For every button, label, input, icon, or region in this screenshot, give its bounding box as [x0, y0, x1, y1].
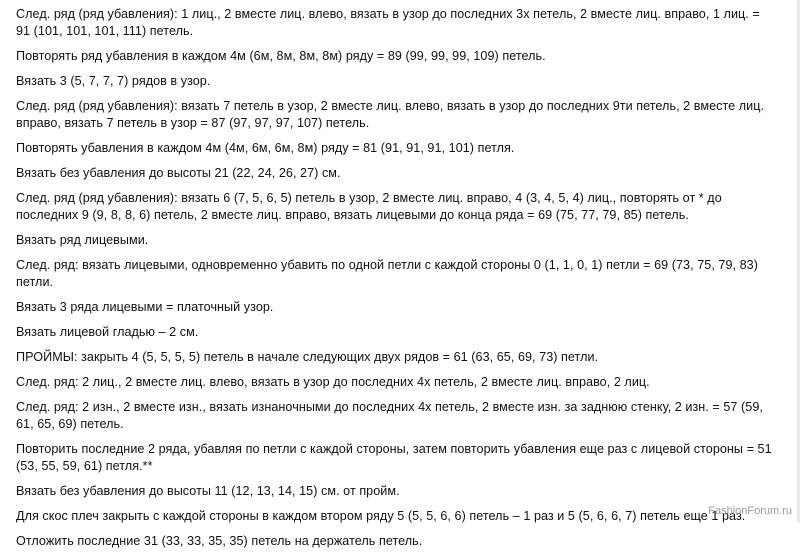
paragraph-7: След. ряд (ряд убавления): вязать 6 (7, 5, 6, 5) петель в узор, 2 вместе лиц. вправо, 4 (3, 4, 5, 4) лиц., повторять от * до последних 9 (9, 8, 8, 6) петель, 2 вместе лиц. вправо, вязать лицевыми до конца ряда = 69 (75, 77, 79, 85) петель. — [16, 191, 722, 222]
paragraph-13: След. ряд: 2 лиц., 2 вместе лиц. влево, вязать в узор до последних 4х петель, 2 вместе лиц. вправо, 2 лиц. — [16, 375, 650, 389]
paragraph-14: След. ряд: 2 изн., 2 вместе изн., вязать изнаночными до последних 4х петель, 2 вместе изн. за заднюю стенку, 2 изн. = 57 (59, 61, 65, 69) петель. — [16, 400, 763, 431]
paragraph-18: Отложить последние 31 (33, 33, 35, 35) петель на держатель петель. — [16, 534, 423, 548]
paragraph-5: Повторять убавления в каждом 4м (4м, 6м, 6м, 8м) ряду = 81 (91, 91, 91, 101) петля. — [16, 141, 515, 155]
paragraph-6: Вязать без убавления до высоты 21 (22, 24, 26, 27) см. — [16, 166, 341, 180]
paragraph-10: Вязать 3 ряда лицевыми = платочный узор. — [16, 300, 274, 314]
paragraph-2: Повторять ряд убавления в каждом 4м (6м, 8м, 8м, 8м) ряду = 89 (99, 99, 99, 109) петель. — [16, 49, 546, 63]
paragraph-8: Вязать ряд лицевыми. — [16, 233, 149, 247]
paragraph-4: След. ряд (ряд убавления): вязать 7 петель в узор, 2 вместе лиц. влево, вязать в узор до последних 9ти петель, 2 вместе лиц. вправо, вязать 7 петель в узор = 87 (97, 97, 97, 107) петель. — [16, 99, 765, 130]
paragraph-17: Для скос плеч закрыть с каждой стороны в каждом втором ряду 5 (5, 5, 6, 6) петель – 1 раз и 5 (5, 6, 6, 7) петель еще 1 раз. — [16, 509, 746, 523]
paragraph-1: След. ряд (ряд убавления): 1 лиц., 2 вместе лиц. влево, вязать в узор до последних 3х петель, 2 вместе лиц. вправо, 1 лиц. = 91 (101, 101, 101, 111) петель. — [16, 7, 760, 38]
paragraph-3: Вязать 3 (5, 7, 7, 7) рядов в узор. — [16, 74, 211, 88]
watermark-text: FashionForum.ru — [708, 505, 792, 517]
paragraph-12: ПРОЙМЫ: закрыть 4 (5, 5, 5, 5) петель в начале следующих двух рядов = 61 (63, 65, 69, 73) петли. — [16, 350, 599, 364]
paragraph-11: Вязать лицевой гладью – 2 см. — [16, 325, 199, 339]
paragraph-15: Повторить последние 2 ряда, убавляя по петли с каждой стороны, затем повторить убавления еще раз с лицевой стороны = 51 (53, 55, 59, 61) петля.** — [16, 442, 772, 473]
paragraph-16: Вязать без убавления до высоты 11 (12, 13, 14, 15) см. от пройм. — [16, 484, 400, 498]
paragraph-9: След. ряд: вязать лицевыми, одновременно убавить по одной петли с каждой стороны 0 (1, 1, 0, 1) петли = 69 (73, 75, 79, 83) петли. — [16, 258, 758, 289]
